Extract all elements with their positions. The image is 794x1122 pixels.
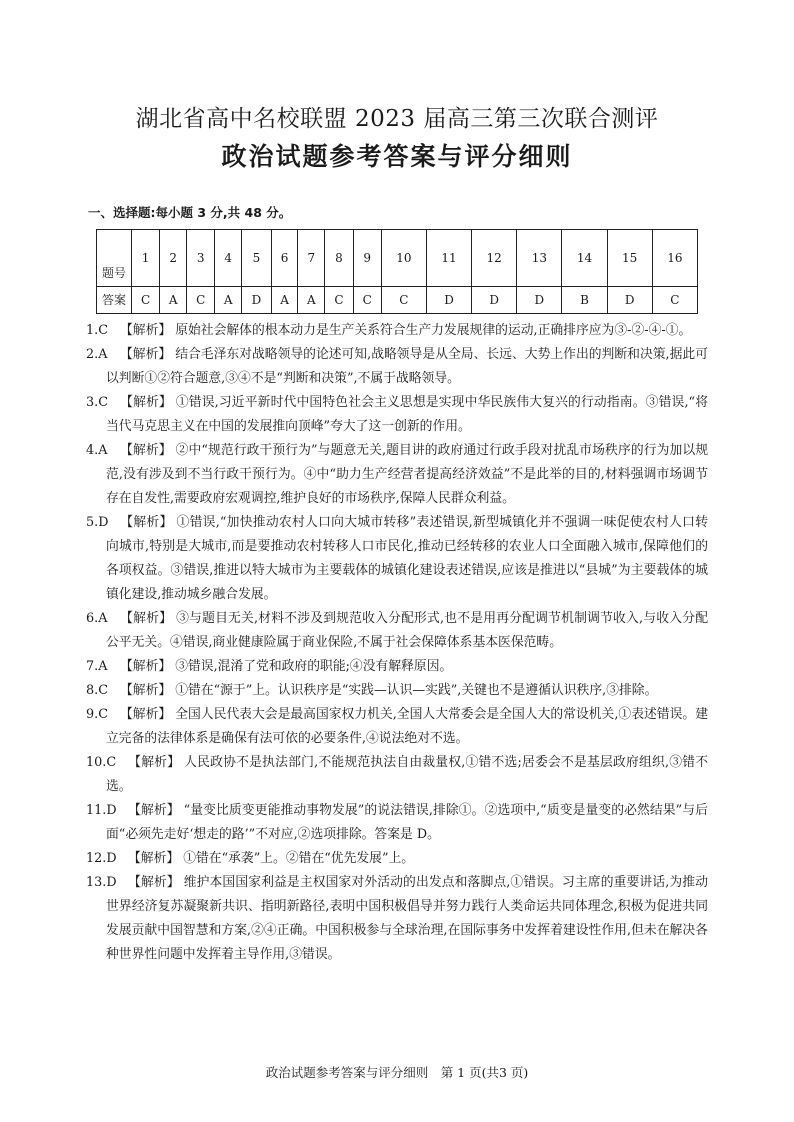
exam-title: 湖北省高中名校联盟 2023 届高三第三次联合测评 (135, 106, 659, 132)
document-subtitle: 政治试题参考答案与评分细则 (221, 142, 573, 171)
answer-cell: D (242, 287, 271, 314)
answer-explanation-item (88, 343, 708, 391)
answer-explanation-item (88, 391, 708, 439)
item-number: 4.A (86, 443, 108, 458)
analysis-text: 人民政协不是执法部门,不能规范执法自由裁量权,①错不选;居委会不是基层政府组织,③错不选。 (106, 755, 709, 794)
analysis-tag: 【解析】 (120, 515, 173, 530)
analysis-text: ①错误,“加快推动农村人口向大城市转移”表述错误,新型城镇化并不强调一味促使农村人口转向城市,特别是大城市,而是要推动农村转移人口市民化,推动已经转移的农业人口全面融入城市,保障他们的各项权益。③错误,推进以特大城市为主要载体的城镇化建设表述错误,应该是推进以“县城”为主要载体的城镇化建设,推动城乡融合发展。 (106, 515, 708, 602)
item-number: 8.C (86, 683, 109, 698)
item-number: 3.C (86, 395, 109, 410)
answer-cell: C (353, 287, 381, 314)
analysis-tag: 【解析】 (120, 683, 172, 698)
answer-cell: C (381, 287, 426, 314)
answer-explanation-item (88, 319, 708, 343)
answer-explanation-item (88, 511, 708, 607)
answer-cell: D (517, 287, 562, 314)
analysis-text: ②中“规范行政干预行为”与题意无关,题目讲的政府通过行政手段对扰乱市场秩序的行为加以规范,没有涉及到不当行政干预行为。④中“助力生产经营者提高经济效益”不是此举的目的,材料强调市场调节存在自发性,需要政府宏观调控,维护良好的市场秩序,保障人民群众利益。 (106, 443, 708, 506)
question-number-label: 题号 (97, 230, 132, 287)
answer-cell: D (472, 287, 517, 314)
item-number: 7.A (86, 659, 108, 674)
item-number: 12.D (86, 851, 117, 866)
answer-cell: A (271, 287, 298, 314)
analysis-text: ①错在“承袭”上。②错在“优先发展”上。 (183, 851, 415, 866)
page-footer: 政治试题参考答案与评分细则 第 1 页(共3 页) (265, 1065, 529, 1080)
question-number-cell: 6 (271, 230, 298, 287)
item-number: 9.C (86, 707, 109, 722)
analysis-text: ①错误,习近平新时代中国特色社会主义思想是实现中华民族伟大复兴的行动指南。③错误,“将当代马克思主义在中国的发展推向顶峰”夸大了这一创新的作用。 (106, 395, 708, 434)
analysis-text: 维护本国国家利益是主权国家对外活动的出发点和落脚点,①错误。习主席的重要讲话,为推动世界经济复苏凝聚新共识、指明新路径,表明中国积极倡导并努力践行人类命运共同体理念,积极为促进共同发展贡献中国智慧和方案,②④正确。中国积极参与全球治理,在国际事务中发挥着建设性作用,但未在解决各种世界性问题中发挥着主导作用,③错误。 (106, 875, 709, 962)
analysis-text: ①错在“源于”上。认识秩序是“实践—认识—实践”,关键也不是遵循认识秩序,③排除。 (175, 683, 658, 698)
question-number-cell: 15 (607, 230, 652, 287)
answer-explanation-item (88, 847, 708, 871)
item-number: 5.D (86, 515, 109, 530)
answer-table (96, 229, 698, 314)
answer-cell: C (325, 287, 353, 314)
question-number-cell: 1 (132, 230, 160, 287)
answer-cell: A (215, 287, 242, 314)
analysis-tag: 【解析】 (128, 803, 180, 818)
question-number-row (97, 230, 698, 287)
answer-label: 答案 (97, 287, 132, 314)
question-number-cell: 10 (381, 230, 426, 287)
question-number-cell: 4 (215, 230, 242, 287)
answer-explanation-item (88, 679, 708, 703)
answer-cell: D (426, 287, 471, 314)
explanation-list (88, 319, 708, 967)
answer-cell: C (652, 287, 697, 314)
item-number: 1.C (86, 323, 109, 338)
analysis-tag: 【解析】 (120, 659, 172, 674)
analysis-tag: 【解析】 (128, 875, 180, 890)
item-number: 10.C (86, 755, 117, 770)
item-number: 6.A (86, 611, 108, 626)
answer-cell: A (298, 287, 325, 314)
answer-cell: C (132, 287, 160, 314)
answer-explanation-item (88, 655, 708, 679)
question-number-cell: 7 (298, 230, 325, 287)
answer-explanation-item (88, 607, 708, 655)
question-number-cell: 16 (652, 230, 697, 287)
question-number-cell: 2 (160, 230, 187, 287)
answer-cell: A (160, 287, 187, 314)
answer-explanation-item (88, 751, 708, 799)
analysis-text: ③错误,混淆了党和政府的职能;④没有解释原因。 (175, 659, 453, 674)
answer-explanation-item (88, 871, 708, 967)
analysis-text: 原始社会解体的根本动力是生产关系符合生产力发展规律的运动,正确排序应为③-②-④-①。 (175, 323, 692, 338)
question-number-cell: 8 (325, 230, 353, 287)
question-number-cell: 13 (517, 230, 562, 287)
question-number-cell: 12 (472, 230, 517, 287)
analysis-tag: 【解析】 (128, 851, 180, 866)
answer-explanation-item (88, 703, 708, 751)
analysis-tag: 【解析】 (120, 707, 172, 722)
analysis-text: “量变比质变更能推动事物发展”的说法错误,排除①。②选项中,“质变是量变的必然结果”与后面“必须先走好‘想走的路’”不对应,②选项排除。答案是 D。 (106, 803, 708, 842)
question-number-cell: 9 (353, 230, 381, 287)
analysis-tag: 【解析】 (120, 347, 172, 362)
answer-cell: D (607, 287, 652, 314)
answer-explanation-item (88, 439, 708, 511)
answer-cell: B (562, 287, 607, 314)
question-number-cell: 5 (242, 230, 271, 287)
analysis-tag: 【解析】 (120, 611, 173, 626)
analysis-tag: 【解析】 (120, 395, 172, 410)
analysis-text: 结合毛泽东对战略领导的论述可知,战略领导是从全局、长远、大势上作出的判断和决策,据此可以判断①②符合题意,③④不是“判断和决策”,不属于战略领导。 (106, 347, 708, 386)
answer-row (97, 287, 698, 314)
analysis-tag: 【解析】 (128, 755, 181, 770)
analysis-text: ③与题目无关,材料不涉及到规范收入分配形式,也不是用再分配调节机制调节收入,与收入分配公平无关。④错误,商业健康险属于商业保险,不属于社会保障体系基本医保范畴。 (106, 611, 708, 650)
analysis-tag: 【解析】 (120, 323, 172, 338)
analysis-tag: 【解析】 (120, 443, 172, 458)
answer-explanation-item (88, 799, 708, 847)
question-number-cell: 11 (426, 230, 471, 287)
item-number: 2.A (86, 347, 108, 362)
answer-cell: C (187, 287, 215, 314)
question-number-cell: 3 (187, 230, 215, 287)
analysis-text: 全国人民代表大会是最高国家权力机关,全国人大常委会是全国人大的常设机关,①表述错误。建立完备的法律体系是确保有法可依的必要条件,④说法绝对不选。 (106, 707, 708, 746)
item-number: 11.D (86, 803, 117, 818)
section-heading: 一、选择题:每小题 3 分,共 48 分。 (88, 205, 292, 220)
question-number-cell: 14 (562, 230, 607, 287)
item-number: 13.D (86, 875, 117, 890)
